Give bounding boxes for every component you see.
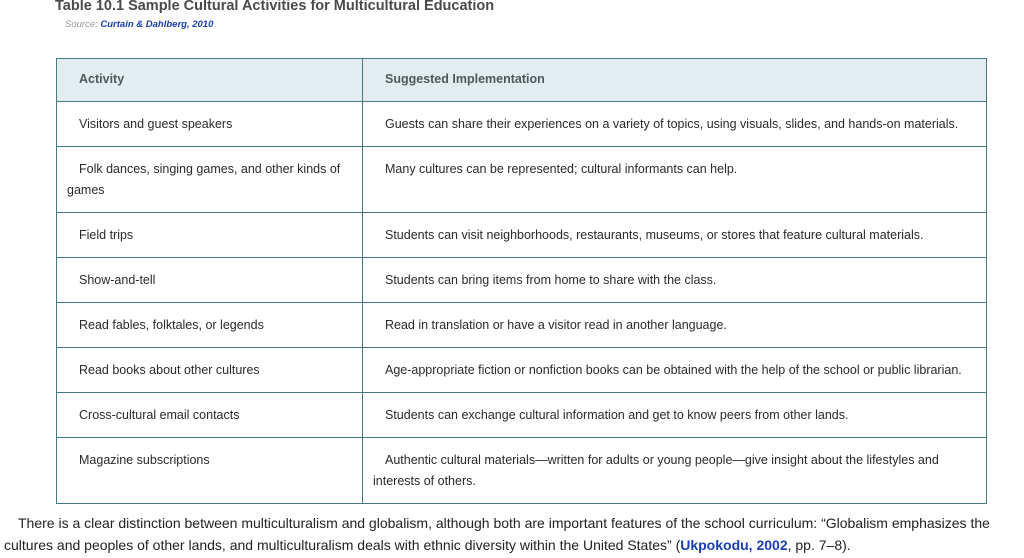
implementation-cell: Read in translation or have a visitor read in another language. xyxy=(363,303,987,348)
implementation-cell: Authentic cultural materials—written for adults or young people—give insight about the lifestyles and interests of others. xyxy=(363,438,987,504)
implementation-cell: Guests can share their experiences on a variety of topics, using visuals, slides, and hands-on materials. xyxy=(363,102,987,147)
table-row xyxy=(57,258,987,303)
table-row xyxy=(57,438,987,504)
activity-cell: Magazine subscriptions xyxy=(57,438,363,504)
implementation-cell: Students can visit neighborhoods, restaurants, museums, or stores that feature cultural materials. xyxy=(363,213,987,258)
implementation-cell: Students can exchange cultural information and get to know peers from other lands. xyxy=(363,393,987,438)
activity-cell: Folk dances, singing games, and other kinds of games xyxy=(57,147,363,213)
citation-link[interactable]: Ukpokodu, 2002 xyxy=(680,537,788,553)
implementation-cell: Age-appropriate fiction or nonfiction books can be obtained with the help of the school or public librarian. xyxy=(363,348,987,393)
activity-cell: Read books about other cultures xyxy=(57,348,363,393)
column-header-activity: Activity xyxy=(57,59,363,102)
table-row xyxy=(57,348,987,393)
table-title: Table 10.1 Sample Cultural Activities for Multicultural Education xyxy=(55,0,495,14)
activity-cell: Read fables, folktales, or legends xyxy=(57,303,363,348)
source-citation-link[interactable]: Curtain & Dahlberg, 2010 xyxy=(100,19,214,30)
activity-cell: Show-and-tell xyxy=(57,258,363,303)
activity-cell: Visitors and guest speakers xyxy=(57,102,363,147)
table-source xyxy=(65,19,213,30)
implementation-cell: Many cultures can be represented; cultural informants can help. xyxy=(363,147,987,213)
table-row xyxy=(57,213,987,258)
implementation-cell: Students can bring items from home to share with the class. xyxy=(363,258,987,303)
body-paragraph xyxy=(4,512,1020,556)
activity-cell: Field trips xyxy=(57,213,363,258)
table-row xyxy=(57,393,987,438)
table-header-row xyxy=(57,59,987,102)
source-label: Source: xyxy=(65,19,98,30)
paragraph-text: There is a clear distinction between multiculturalism and globalism, although both are important features of the school curriculum: “Globalism emphasizes the cultures and peoples of other lands, and multiculturalism deals with ethnic diversity within the United States” ( xyxy=(4,515,990,553)
activities-table xyxy=(56,58,987,504)
activity-cell: Cross-cultural email contacts xyxy=(57,393,363,438)
table-row xyxy=(57,147,987,213)
table-row xyxy=(57,303,987,348)
column-header-implementation: Suggested Implementation xyxy=(363,59,987,102)
table-row xyxy=(57,102,987,147)
paragraph-text-end: , pp. 7–8). xyxy=(787,537,851,553)
